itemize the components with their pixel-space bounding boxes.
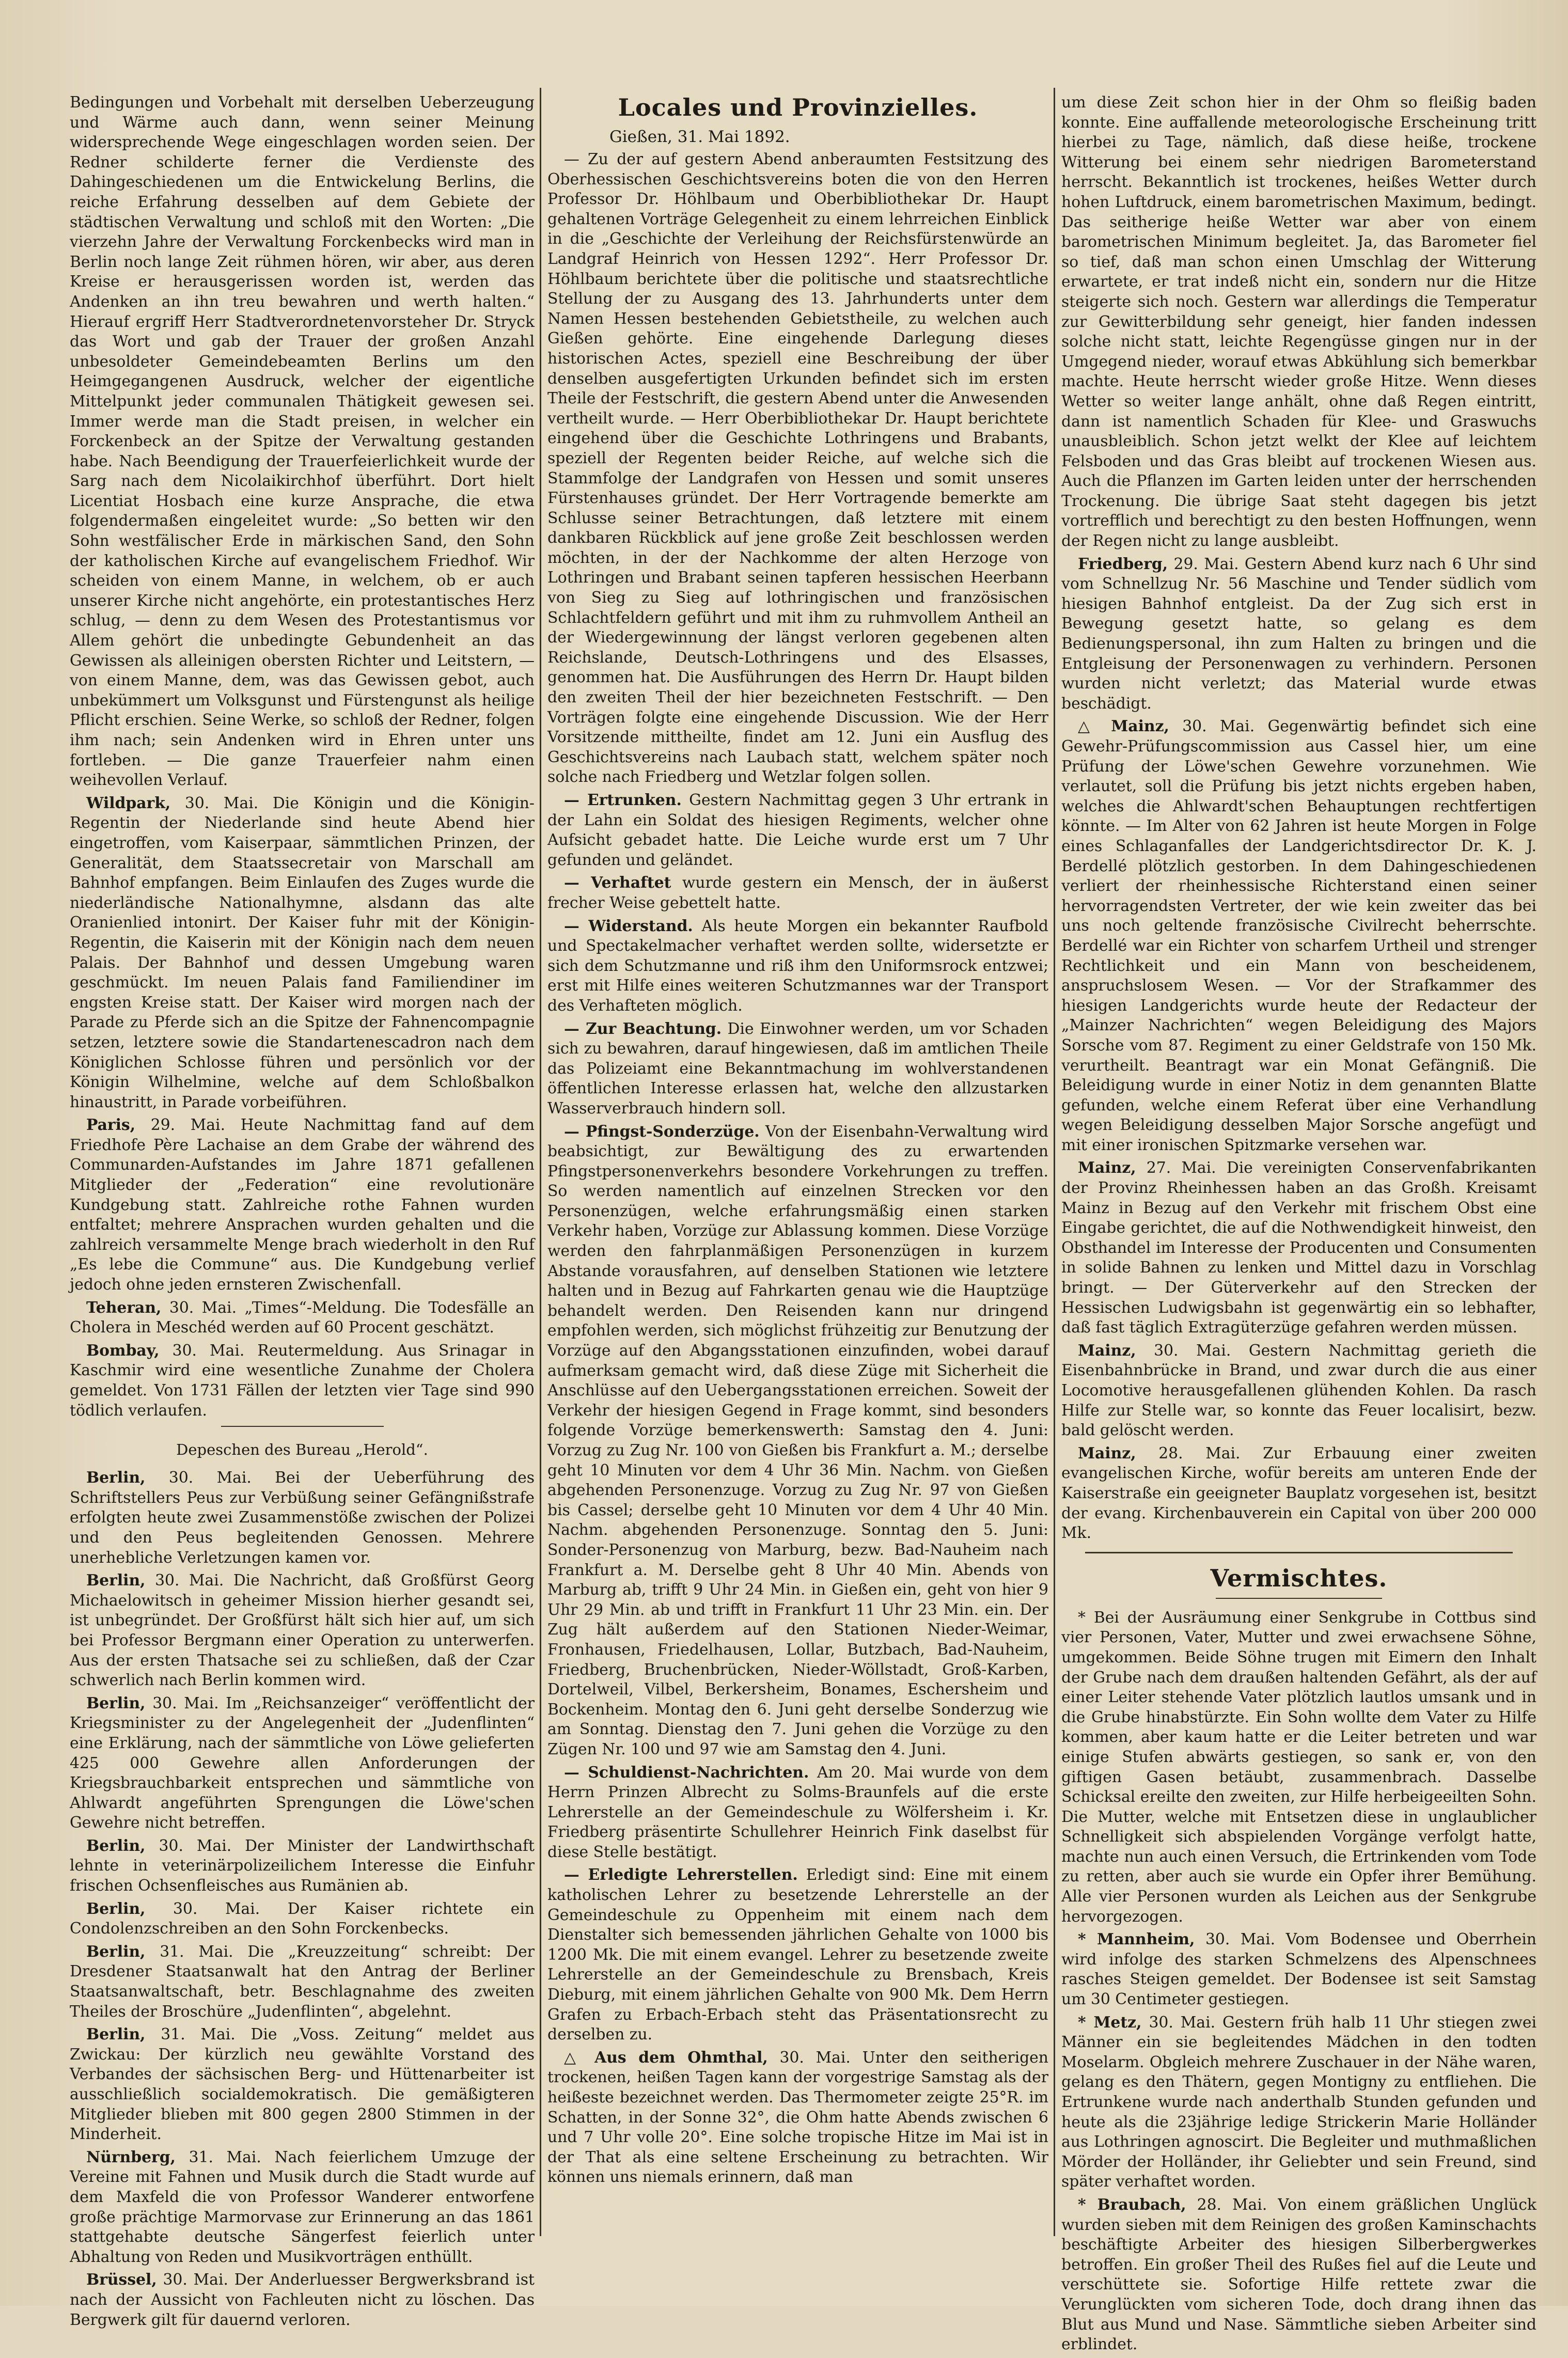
column-left: [70, 93, 535, 2333]
article-zur-beachtung: — Zur Beachtung. Die Einwohner werden, um vor Schaden sich zu bewahren, darauf hingewiesen, daß im amtlichen Theile das Polizeiamt eine Bekanntmachung im wohlverstandenen öffentlichen Interesse erlassen hat, welche den allzustarken Wasserverbrauch hindern soll.: [547, 1019, 1048, 1118]
dateline-place: Teheran,: [86, 1298, 162, 1317]
article-bombay: Bombay, 30. Mai. Reutermeldung. Aus Srinagar in Kaschmir wird eine wesentliche Zunahme der Cholera gemeldet. Von 1731 Fällen der letzten vier Tage sind 990 tödlich verlaufen.: [70, 1341, 535, 1420]
dispatch-item: Berlin, 30. Mai. Der Minister der Landwirthschaft lehnte in veterinärpolizeilichem Interesse die Einfuhr frischen Ochsenfleisches aus Rumänien ab.: [70, 1836, 535, 1895]
section-title-vermischtes: Vermischtes.: [1210, 1564, 1388, 1592]
dateline-place: Bombay,: [86, 1341, 160, 1360]
article-mannheim: * Mannheim, 30. Mai. Vom Bodensee und Oberrhein wird infolge des starken Schmelzens des Alpenschnees rasches Steigen gemeldet. Der Bodensee ist seit Samstag um 30 Centimeter gestiegen.: [1061, 1930, 1536, 2009]
dateline-place: Paris,: [86, 1116, 136, 1135]
article-ohmthal-continued: um diese Zeit schon hier in der Ohm so fleißig baden konnte. Eine auffallende meteorologische Erscheinung tritt hierbei zu Tage, nämlich, daß diese heiße, trockene Witterung bei einem sehr niedrigen Barometerstand herrscht. Bekanntlich ist trockenes, heißes Wetter durch hohen Luftdruck, einem barometrischen Maximum, bedingt. Das seitherige heiße Wetter war aber von einem barometrischen Minimum begleitet. Ja, das Barometer fiel so tief, daß man schon einen Umschlag der Witterung erwartete, er trat indeß nicht ein, sondern nur die Hitze steigerte sich noch. Gestern war allerdings die Temperatur zur Gewitterbildung sehr geneigt, hier fanden indessen solche nicht statt, leichte Regengüsse gingen nur in der Umgegend nieder, worauf etwas Abkühlung sich bemerkbar machte. Heute herrscht wieder große Hitze. Wenn dieses Wetter so weiter lange anhält, ohne daß Regen eintritt, dann ist namentlich Schaden für Klee- und Graswuchs unausbleiblich. Schon jetzt welkt der Klee auf leichtem Felsboden und das Gras bleibt auf trockenen Wiesen aus. Auch die Pflanzen im Garten leiden unter der herrschenden Trockenung. Die übrige Saat steht dagegen bis jetzt vortrefflich und berechtigt zu den besten Hoffnungen, wenn der Regen nicht zu lange ausbleibt.: [1061, 93, 1536, 551]
article-wildpark: Wildpark, 30. Mai. Die Königin und die Königin-Regentin der Niederlande sind heute Abend hier eingetroffen, vom Kaiserpaar, sämmtlichen Prinzen, der Generalität, dem Staatssecretair von Marschall am Bahnhof empfangen. Beim Einlaufen des Zuges wurde die niederländische Nationalhymne, alsdann das alte Oranienlied intonirt. Der Kaiser fuhr mit der Königin-Regentin, die Kaiserin mit der Königin nach dem neuen Palais. Der Bahnhof und dessen Umgebung waren geschmückt. Im neuen Palais fand Familiendiner im engsten Kreise statt. Der Kaiser wird morgen nach der Parade zu Pferde sich an die Spitze der Fahnencompagnie setzen, letztere sowie die Standartenescadron nach dem Königlichen Schlosse führen und persönlich vor der Königin Wilhelmine, welche auf dem Schloßbalkon hinaustritt, in Parade vorbeiführen.: [70, 794, 535, 1111]
triangle-icon: △: [564, 2048, 595, 2067]
article-cottbus: * Bei der Ausräumung einer Senkgrube in Cottbus sind vier Personen, Vater, Mutter und zwei erwachsene Söhne, umgekommen. Beide Söhne trugen mit Eimern den Inhalt der Grube nach dem draußen haltenden Gefährt, als der auf einer Leiter stehende Vater plötzlich lautlos umsank und in die Grube hinabstürzte. Ein Sohn wollte dem Vater zu Hilfe kommen, aber kaum hatte er die Leiter betreten und war einige Stufen abwärts gestiegen, so sank er, von den giftigen Gasen betäubt, zusammenbrach. Dasselbe Schicksal ereilte den zweiten, zur Hilfe herbeigeeilten Sohn. Die Mutter, welche mit Entsetzen diese in unglaublicher Schnelligkeit sich abspielenden Vorgänge verfolgt hatte, machte nun auch einen Versuch, die Ertrinkenden vom Tode zu retten, aber auch sie wurde ein Opfer ihrer Bemühung. Alle vier Personen wurden als Leichen aus der Senkgrube hervorgezogen.: [1061, 1608, 1536, 1926]
dispatch-item: Berlin, 30. Mai. Bei der Ueberführung des Schriftstellers Peus zur Verbüßung seiner Gefängnißstrafe erfolgten heute zwei Zusammenstöße zwischen der Polizei und den Peus begleitenden Genossen. Mehrere unerhebliche Verletzungen kamen vor.: [70, 1469, 535, 1567]
article-forckenbeck-continued: Bedingungen und Vorbehalt mit derselben Ueberzeugung und Wärme auch dann, wenn seiner Meinung widersprechende Wege eingeschlagen worden seien. Der Redner schilderte ferner die Verdienste des Dahingeschiedenen um die Entwickelung Berlins, die reiche Erfahrung desselben auf dem Gebiete der städtischen Verwaltung und schloß mit den Worten: „Die vierzehn Jahre der Verwaltung Forckenbecks wird man in Berlin noch lange Zeit rühmen hören, wir aber, aus deren Kreise er herausgerissen worden ist, werden das Andenken an ihn treu bewahren und werth halten.“ Hierauf ergriff Herr Stadtverordnetenvorsteher Dr. Stryck das Wort und gab der Trauer der großen Anzahl unbesoldeter Gemeindebeamten Berlins um den Heimgegangenen Ausdruck, welcher der eigentliche Mittelpunkt jeder communalen Thätigkeit gewesen sei. Immer werde man die Stadt preisen, in welcher ein Forckenbeck an der Spitze der Verwaltung gestanden habe. Nach Beendigung der Trauerfeierlichkeit wurde der Sarg nach dem Nicolaikirchhof überführt. Dort hielt Licentiat Hosbach eine kurze Ansprache, die etwa folgendermaßen eingeleitet wurde: „So betten wir den Sohn westfälischer Erde in märkischen Sand, den Sohn der katholischen Kirche auf evangelischem Friedhof. Wir scheiden von einem Manne, in welchem, ob er auch unserer Kirche nicht angehörte, ein protestantisches Herz schlug, — denn zu dem Wesen des Protestantismus vor Allem gehört die unbedingte Gebundenheit an das Gewissen als alleinigen obersten Richter und Leitstern, — von einem Manne, dem, was das Gewissen gebot, auch unbekümmert um Volksgunst und Fürstengunst als heilige Pflicht erschien. Seine Werke, so schloß der Redner, folgen ihm nach; sein Andenken wird in Ehren unter uns fortleben. — Die ganze Trauerfeier nahm einen weihevollen Verlauf.: [70, 93, 535, 790]
article-mainz-28: Mainz, 28. Mai. Zur Erbauung einer zweiten evangelischen Kirche, wofür bereits am unteren Ende der Kaiserstraße ein geeigneter Bauplatz vorgesehen ist, besitzt der evang. Kirchenbauverein ein Capital von über 200 000 Mk.: [1061, 1444, 1536, 1543]
article-metz: * Metz, 30. Mai. Gestern früh halb 11 Uhr stiegen zwei Männer ein sie begleitendes Mädchen in den todten Moselarm. Obgleich mehrere Zuschauer in der Nähe waren, gelang es den Thätern, gegen Montigny zu entfliehen. Die Ertrunkene wurde nach anderthalb Stunden gefunden und heute als die 23jährige ledige Strickerin Marie Holländer aus Lothringen agnoscirt. Die Begleiter und muthmaßlichen Mörder der Holländer, ihr Geliebter und sein Freund, sind später verhaftet worden.: [1061, 2013, 1536, 2191]
article-lehrerstellen: — Erledigte Lehrerstellen. Erledigt sind: Eine mit einem katholischen Lehrer zu besetzende Lehrerstelle an der Gemeindeschule zu Oppenheim mit einem nach dem Dienstalter sich bemessenden jährlichen Gehalte von 1000 bis 1200 Mk. Die mit einem evangel. Lehrer zu besetzende zweite Lehrerstelle an der Gemeindeschule zu Brensbach, Kreis Dieburg, mit einem jährlichen Gehalte von 900 Mk. Dem Herrn Grafen zu Erbach-Erbach steht das Präsentationsrecht zu derselben zu.: [547, 1866, 1049, 2044]
column-right: [1061, 93, 1536, 2358]
article-schuldienst: — Schuldienst-Nachrichten. Am 20. Mai wurde von dem Herrn Prinzen Albrecht zu Solms-Braunfels auf die erste Lehrerstelle an der Gemeindeschule zu Wölfersheim i. Kr. Friedberg präsentirte Schullehrer Heinrich Fink daselbst für diese Stelle bestätigt.: [547, 1763, 1048, 1861]
dispatch-item: Berlin, 30. Mai. Die Nachricht, daß Großfürst Georg Michaelowitsch in geheimer Mission hierher gesandt sei, ist unbegründet. Der Großfürst hält sich hier auf, um sich bei Professor Bergmann einer Operation zu unterwerfen. Aus der ersten Thatsache sei zu schließen, daß der Czar schwerlich nach Berlin kommen wird.: [70, 1571, 535, 1690]
article-pfingst-sonderzuege: — Pfingst-Sonderzüge. Von der Eisenbahn-Verwaltung wird beabsichtigt, zur Bewältigung des zu erwartenden Pfingstpersonenverkehrs besondere Vorkehrungen zu treffen. So werden namentlich auf einzelnen Strecken vor den Personenzügen, welche erfahrungsmäßig einen starken Verkehr haben, Vorzüge zur Ablassung kommen. Diese Vorzüge werden den fahrplanmäßigen Personenzügen in kurzem Abstande vorausfahren, auf denselben Stationen wie letztere halten und in Bezug auf Fahrkarten genau wie die Hauptzüge behandelt werden. Den Reisenden kann nur dringend empfohlen werden, sich möglichst frühzeitig zur Benutzung der Vorzüge auf den Abgangsstationen einzufinden, wobei darauf aufmerksam gemacht wird, daß diese Züge mit Sicherheit die Anschlüsse auf den Uebergangsstationen erreichen. Soweit der Verkehr der hiesigen Gegend in Frage kommt, sind besonders folgende Vorzüge bemerkenswerth: Samstag den 4. Juni: Vorzug zu Zug Nr. 100 von Gießen bis Frankfurt a. M.; derselbe geht 10 Minuten vor dem 4 Uhr 36 Min. Nachm. von Gießen abgehenden Personenzuge. Vorzug zu Zug Nr. 97 von Gießen bis Cassel; derselbe geht 10 Minuten vor dem 4 Uhr 40 Min. Nachm. abgehenden Personenzuge. Sonntag den 5. Juni: Sonder-Personenzug von Marburg, bezw. Bad-Nauheim nach Frankfurt a. M. Derselbe geht 8 Uhr 40 Min. Abends von Marburg ab, trifft 9 Uhr 24 Min. in Gießen ein, geht von hier 9 Uhr 29 Min. ab und trifft in Frankfurt 11 Uhr 23 Min. ein. Der Zug hält außerdem auf den Stationen Nieder-Weimar, Fronhausen, Friedelhausen, Lollar, Butzbach, Bad-Nauheim, Friedberg, Bruchenbrücken, Nieder-Wöllstadt, Groß-Karben, Dortelweil, Vilbel, Berkersheim, Bonames, Eschersheim und Bockenheim. Montag den 6. Juni geht derselbe Sonderzug wie am Sonntag. Dienstag den 7. Juni gehen die Vorzüge zu den Zügen Nr. 100 und 97 wie am Samstag den 4. Juni.: [547, 1122, 1048, 1758]
column-middle: [547, 93, 1048, 2191]
article-mainz-27: Mainz, 27. Mai. Die vereinigten Conservenfabrikanten der Provinz Rheinhessen haben an das Großh. Kreisamt Mainz in Bezug auf den Verkehr mit frischem Obst eine Eingabe gerichtet, die auf die Nothwendigkeit hinweist, den Obsthandel im Interesse der Producenten und Consumenten in solide Bahnen zu lenken und Mittel dazu in Vorschlag bringt. — Der Güterverkehr auf den Strecken der Hessischen Ludwigsbahn ist gegenwärtig ein so lebhafter, daß fast täglich Extragüterzüge gefahren werden müssen.: [1061, 1159, 1536, 1337]
column-rule-right: [1054, 88, 1055, 2236]
triangle-icon: △: [1078, 717, 1111, 736]
article-mainz-30: △ Mainz, 30. Mai. Gegenwärtig befindet sich eine Gewehr-Prüfungscommission aus Cassel hier, um eine Prüfung der Löwe'schen Gewehre vorzunehmen. Wie verlautet, soll die Prüfung bis jetzt nichts ergeben haben, welches die Ahlwardt'schen Behauptungen rechtfertigen könnte. — Im Alter von 62 Jahren ist heute Morgen in Folge eines Schlaganfalles der Landgerichtsdirector Dr. K. J. Berdellé plötzlich gestorben. In dem Dahingeschiedenen verliert der rheinhessische Richterstand einen seiner hervorragendsten Vertreter, der wie kein zweiter das bei uns noch geltende französische Civilrecht beherrschte. Berdellé war ein Richter von scharfem Urtheil und strenger Rechtlichkeit und ein Mann von bescheidenem, anspruchslosem Wesen. — Vor der Strafkammer des hiesigen Landgerichts wurde heute der Redacteur der „Mainzer Nachrichten“ wegen Beleidigung des Majors Sorsche vom 87. Regiment zu einer Geldstrafe von 150 Mk. verurtheilt. Beantragt war ein Monat Gefängniß. Die Beleidigung wurde in einer Notiz in dem genannten Blatte gefunden, welche einem Referat über eine Verhandlung wegen Beleidigung desselben Major Sorsche angefügt und mit einer ironischen Spitzmarke versehen war.: [1061, 717, 1536, 1154]
article-teheran: Teheran, 30. Mai. „Times“-Meldung. Die Todesfälle an Cholera in Meschéd werden auf 60 Procent geschätzt.: [70, 1298, 535, 1337]
dateline-place: Wildpark,: [86, 794, 171, 812]
section-divider: [221, 1426, 384, 1427]
dispatch-item: Nürnberg, 31. Mai. Nach feierlichem Umzuge der Vereine mit Fahnen und Musik durch die Stadt wurde auf dem Maxfeld die von Professor Wanderer entworfene große prächtige Marmorvase zur Erinnerung an das 1861 stattgehabte deutsche Sängerfest feierlich unter Abhaltung von Reden und Musikvorträgen enthüllt.: [70, 2148, 535, 2266]
section-title-depeschen: Depeschen des Bureau „Herold“.: [176, 1441, 428, 1459]
column-rule-left: [540, 88, 541, 2236]
article-friedberg: Friedberg, 29. Mai. Gestern Abend kurz nach 6 Uhr sind vom Schnellzug Nr. 56 Maschine und Tender südlich vom hiesigen Bahnhof entgleist. Da der Zug sich erst in Bewegung gesetzt hatte, so gelang es dem Bedienungspersonal, ihn zum Halten zu bringen und die Entgleisung der Personenwagen zu verhindern. Personen wurden nicht verletzt; das Material wurde etwas beschädigt.: [1061, 555, 1536, 713]
dispatch-item: Berlin, 30. Mai. Im „Reichsanzeiger“ veröffentlicht der Kriegsminister zu der Angelegenheit der „Judenflinten“ eine Erklärung, nach der sämmtliche von Löwe gelieferten 425 000 Gewehre allen Anforderungen der Kriegsbrauchbarkeit entsprechen und sämmtliche von Ahlwardt angeführten Sprengungen die Löwe'schen Gewehre nicht betreffen.: [70, 1694, 535, 1832]
article-ohmthal: △ Aus dem Ohmthal, 30. Mai. Unter den seitherigen trockenen, heißen Tagen kann der vorgestrige Samstag als der heißeste bezeichnet werden. Das Thermometer zeigte 25°R. im Schatten, in der Sonne 32°, die Ohm hatte Abends zwischen 6 und 7 Uhr volle 20°. Eine solche tropische Hitze im Mai ist in der That als eine seltene Erscheinung zu betrachten. Wir können uns niemals erinnern, daß man: [547, 2048, 1048, 2187]
article-geschichtsverein: — Zu der auf gestern Abend anberaumten Festsitzung des Oberhessischen Geschichtsvereins boten die von den Herren Professor Dr. Höhlbaum und Oberbibliothekar Dr. Haupt gehaltenen Vorträge Gelegenheit zu einem lehrreichen Einblick in die „Geschichte der Verleihung der Reichsfürstenwürde an Landgraf Heinrich von Hessen 1292“. Herr Professor Dr. Höhlbaum berichtete über die politische und staatsrechtliche Stellung der zu Ausgang des 13. Jahrhunderts unter dem Namen Hessen bestehenden Gebietstheile, zu welchen auch Gießen gehörte. Eine eingehende Darlegung dieses historischen Actes, speziell eine Beschreibung der über denselben ausgefertigten Urkunden befindet sich im ersten Theile der Festschrift, die gestern Abend unter die Anwesenden vertheilt wurde. — Herr Oberbibliothekar Dr. Haupt berichtete eingehend über die Geschichte Lothringens und Brabants, speziell der Regenten beider Reiche, auf welche sich die Stammfolge der Landgrafen von Hessen und somit unseres Fürstenhauses gründet. Der Herr Vortragende bemerkte am Schlusse seiner Betrachtungen, daß letztere mit einem dankbaren Rückblick auf jene große Zeit beschlossen werden möchten, in der der Nachkomme der alten Herzoge von Lothringen und Brabant seinen tapferen hessischen Heerbann von Sieg zu Sieg auf lothringischen und französischen Schlachtfeldern geführt und mit ihm zu ruhmvollem Antheil an der Wiedergewinnung der längst verloren gegebenen alten Reichslande, Deutsch-Lothringens und des Elsasses, genommen hat. Die Ausführungen des Herrn Dr. Haupt bilden den zweiten Theil der hier bezeichneten Festschrift. — Den Vorträgen folgte eine eingehende Discussion. Wie der Herr Vorsitzende mittheilte, findet am 12. Juni ein Ausflug des Geschichtsvereins nach Laubach statt, welchem später noch solche nach Friedberg und Wetzlar folgen sollen.: [547, 150, 1048, 787]
section-title-locales: Locales und Provinzielles.: [618, 93, 978, 121]
article-paris: Paris, 29. Mai. Heute Nachmittag fand auf dem Friedhofe Père Lachaise an dem Grabe der während des Communarden-Aufstandes im Jahre 1871 gefallenen Mitglieder der „Federation“ eine revolutionäre Kundgebung statt. Zahlreiche rothe Fahnen wurden entfaltet; mehrere Ansprachen wurden gehalten und die zahlreich versammelte Menge brach wiederholt in den Ruf „Es lebe die Commune“ aus. Die Kundgebung verlief jedoch ohne jeden ernsteren Zwischenfall.: [70, 1116, 535, 1294]
article-mainz-brand: Mainz, 30. Mai. Gestern Nachmittag gerieth die Eisenbahnbrücke in Brand, und zwar durch die aus einer Locomotive herausgefallenen glühenden Kohlen. Da rasch Hilfe zur Stelle war, so konnte das Feuer localisirt, bezw. bald gelöscht werden.: [1061, 1341, 1536, 1440]
local-dateline: Gießen, 31. Mai 1892.: [609, 128, 790, 146]
article-ertrunken: — Ertrunken. Gestern Nachmittag gegen 3 Uhr ertrank in der Lahn ein Soldat des hiesigen Regiments, welcher ohne Aufsicht gebadet hatte. Die Leiche wurde erst um 7 Uhr gefunden und geländet.: [547, 791, 1049, 869]
dispatch-item: Berlin, 31. Mai. Die „Kreuzzeitung“ schreibt: Der Dresdener Staatsanwalt hat den Antrag der Berliner Staatsanwaltschaft, betr. Beschlagnahme des zweiten Theiles der Broschüre „Judenflinten“, abgelehnt.: [70, 1942, 535, 2021]
dispatch-item: Brüssel, 30. Mai. Der Anderluesser Bergwerksbrand ist nach der Aussicht von Fachleuten nicht zu löschen. Das Bergwerk gilt für dauernd verloren.: [70, 2271, 535, 2329]
article-verhaftet: — Verhaftet wurde gestern ein Mensch, der in äußerst frecher Weise gebettelt hatte.: [547, 874, 1049, 912]
article-braubach: * Braubach, 28. Mai. Von einem gräßlichen Unglück wurden sieben mit dem Reinigen des großen Kaminschachts beschäftigte Arbeiter des hiesigen Silberbergwerkes betroffen. Ein großer Theil des Rußes fiel auf die Leute und verschüttete sie. Sofortige Hilfe rettete zwar die Verunglückten vom sicheren Tode, doch drang ihnen das Blut aus Mund und Nase. Sämmtliche sieben Arbeiter sind erblindet.: [1061, 2195, 1536, 2354]
dispatch-item: Berlin, 31. Mai. Die „Voss. Zeitung“ meldet aus Zwickau: Der kürzlich neu gewählte Vorstand des Verbandes der sächsischen Berg- und Hüttenarbeiter ist ausschließlich socialdemokratisch. Die gemäßigteren Mitglieder blieben mit 800 gegen 2800 Stimmen in der Minderheit.: [70, 2025, 535, 2144]
section-divider: [1216, 1598, 1382, 1599]
article-widerstand: — Widerstand. Als heute Morgen ein bekannter Raufbold und Spectakelmacher verhaftet werden sollte, widersetzte er sich dem Schutzmanne und riß ihm den Uniformsrock entzwei; erst mit Hilfe eines weiteren Schutzmannes war der Transport des Verhafteten möglich.: [547, 917, 1049, 1015]
dispatch-item: Berlin, 30. Mai. Der Kaiser richtete ein Condolenzschreiben an den Sohn Forckenbecks.: [70, 1899, 535, 1938]
section-divider: [1085, 1552, 1513, 1553]
